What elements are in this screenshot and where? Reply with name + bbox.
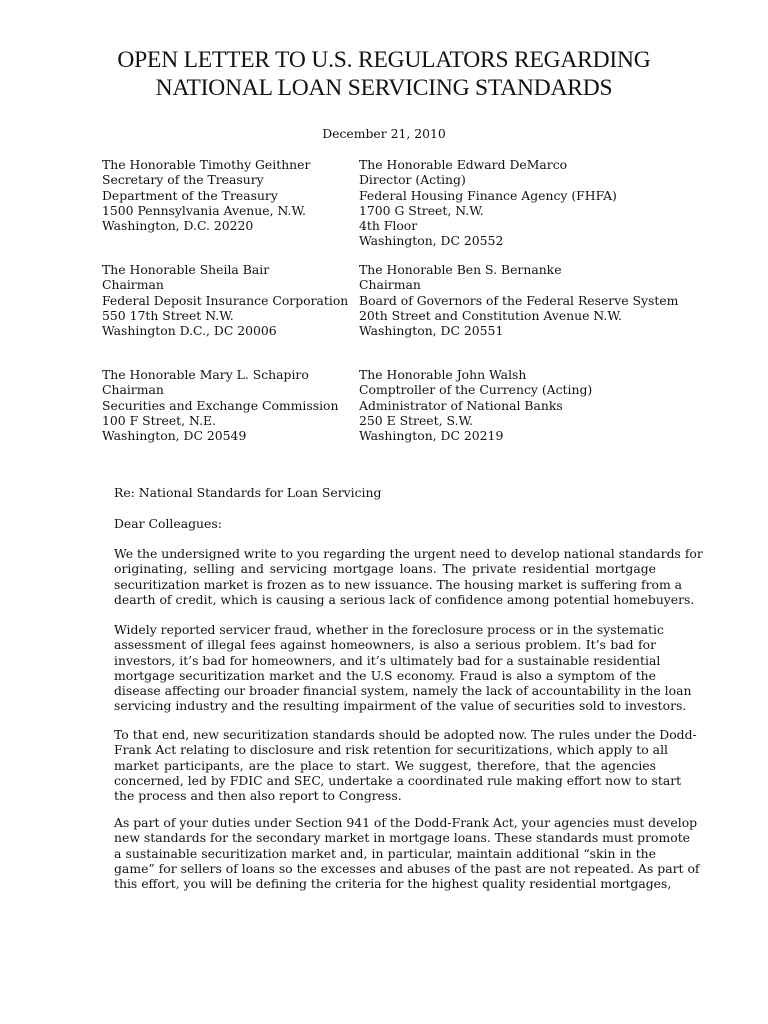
addressee-line: Secretary of the Treasury xyxy=(102,172,264,188)
paragraph-line: investors, it’s bad for homeowners, and it’s ultimately bad for a sustainable residential xyxy=(114,652,661,668)
addressee-line: Washington, DC 20549 xyxy=(102,428,247,444)
addressee-line: Administrator of National Banks xyxy=(359,397,563,413)
addressee-line: Federal Deposit Insurance Corporation xyxy=(102,292,349,308)
paragraph-line: concerned, led by FDIC and SEC, undertake a coordinated rule making effort now to start xyxy=(114,772,682,788)
paragraph-line: servicing industry and the resulting impairment of the value of securities sold to investors. xyxy=(114,698,687,714)
addressee-line: 100 F Street, N.E. xyxy=(102,412,217,428)
re-line: Re: National Standards for Loan Servicing xyxy=(114,485,382,500)
addressee-line: Washington, DC 20552 xyxy=(359,233,504,249)
body-paragraph-3 xyxy=(114,727,697,804)
addressee-schapiro xyxy=(102,367,338,443)
paragraph-line: We the undersigned write to you regarding the urgent need to develop national standards for xyxy=(114,546,703,561)
paragraph-line: this effort, you will be defining the criteria for the highest quality residential mortgages, xyxy=(114,876,672,892)
paragraph-line: game” for sellers of loans so the excesses and abuses of the past are not repeated. As part of xyxy=(114,860,700,876)
paragraph-line: assessment of illegal fees against homeowners, is also a serious problem. It’s bad for xyxy=(114,637,656,653)
addressee-line: The Honorable John Walsh xyxy=(359,367,527,382)
body-paragraph-1 xyxy=(114,546,703,607)
addressee-line: Board of Governors of the Federal Reserve System xyxy=(359,292,679,308)
addressee-line: Director (Acting) xyxy=(359,172,466,188)
paragraph-line: To that end, new securitization standards should be adopted now. The rules under the Dodd- xyxy=(114,727,697,742)
addressee-line: 20th Street and Constitution Avenue N.W. xyxy=(359,307,622,323)
addressee-line: 550 17th Street N.W. xyxy=(102,307,234,323)
addressee-line: The Honorable Edward DeMarco xyxy=(359,157,568,172)
addressee-line: Chairman xyxy=(102,382,164,398)
paragraph-line: a sustainable securitization market and, in particular, maintain additional “skin in the xyxy=(114,845,656,861)
paragraph-line: dearth of credit, which is causing a serious lack of confidence among potential homebuyers. xyxy=(114,591,695,607)
addressee-bernanke xyxy=(359,262,678,338)
salutation: Dear Colleagues: xyxy=(114,516,222,531)
addressee-line: Washington, DC 20551 xyxy=(359,323,504,339)
addressee-line: 1500 Pennsylvania Avenue, N.W. xyxy=(102,202,306,218)
body-paragraph-2 xyxy=(114,622,692,714)
addressee-line: 4th Floor xyxy=(359,218,418,234)
paragraph-line: mortgage securitization market and the U.S economy. Fraud is also a symptom of the xyxy=(114,667,656,683)
addressee-line: Department of the Treasury xyxy=(102,187,278,203)
addressee-geithner xyxy=(102,157,310,233)
addressee-demarco xyxy=(359,157,617,249)
addressee-bair xyxy=(102,262,348,338)
addressee-line: Washington D.C., DC 20006 xyxy=(102,323,277,339)
addressee-line: 250 E Street, S.W. xyxy=(359,412,473,428)
paragraph-line: Widely reported servicer fraud, whether in the foreclosure process or in the systematic xyxy=(114,622,664,637)
paragraph-line: securitization market is frozen as to new issuance. The housing market is suffering from a xyxy=(114,576,683,592)
letter-title xyxy=(0,46,768,102)
paragraph-line: new standards for the secondary market in mortgage loans. These standards must promote xyxy=(114,830,691,846)
title-line-2: NATIONAL LOAN SERVICING STANDARDS xyxy=(155,75,613,101)
paragraph-line: As part of your duties under Section 941 of the Dodd-Frank Act, your agencies must develop xyxy=(114,815,698,830)
body-paragraph-4 xyxy=(114,815,700,892)
addressee-line: Washington, DC 20219 xyxy=(359,428,504,444)
addressee-line: Washington, D.C. 20220 xyxy=(102,218,254,234)
addressee-line: Federal Housing Finance Agency (FHFA) xyxy=(359,187,617,203)
addressee-line: Securities and Exchange Commission xyxy=(102,397,339,413)
addressee-line: The Honorable Mary L. Schapiro xyxy=(102,367,309,382)
paragraph-line: originating, selling and servicing mortgage loans. The private residential mortgage xyxy=(114,561,656,577)
letter-date: December 21, 2010 xyxy=(322,126,446,141)
addressee-line: Comptroller of the Currency (Acting) xyxy=(359,382,593,398)
paragraph-line: the process and then also report to Congress. xyxy=(114,788,402,804)
addressee-walsh xyxy=(359,367,592,443)
paragraph-line: Frank Act relating to disclosure and risk retention for securitizations, which apply to all xyxy=(114,742,668,758)
addressee-line: 1700 G Street, N.W. xyxy=(359,202,484,218)
title-line-1: OPEN LETTER TO U.S. REGULATORS REGARDING xyxy=(117,47,651,73)
paragraph-line: disease affecting our broader financial system, namely the lack of accountability in the loan xyxy=(114,683,692,699)
paragraph-line: market participants, are the place to start. We suggest, therefore, that the agencies xyxy=(114,757,656,773)
addressee-line: Chairman xyxy=(102,277,164,293)
addressee-line: The Honorable Timothy Geithner xyxy=(102,157,311,172)
addressee-line: The Honorable Ben S. Bernanke xyxy=(359,262,562,277)
addressee-line: The Honorable Sheila Bair xyxy=(102,262,270,277)
addressee-line: Chairman xyxy=(359,277,421,293)
